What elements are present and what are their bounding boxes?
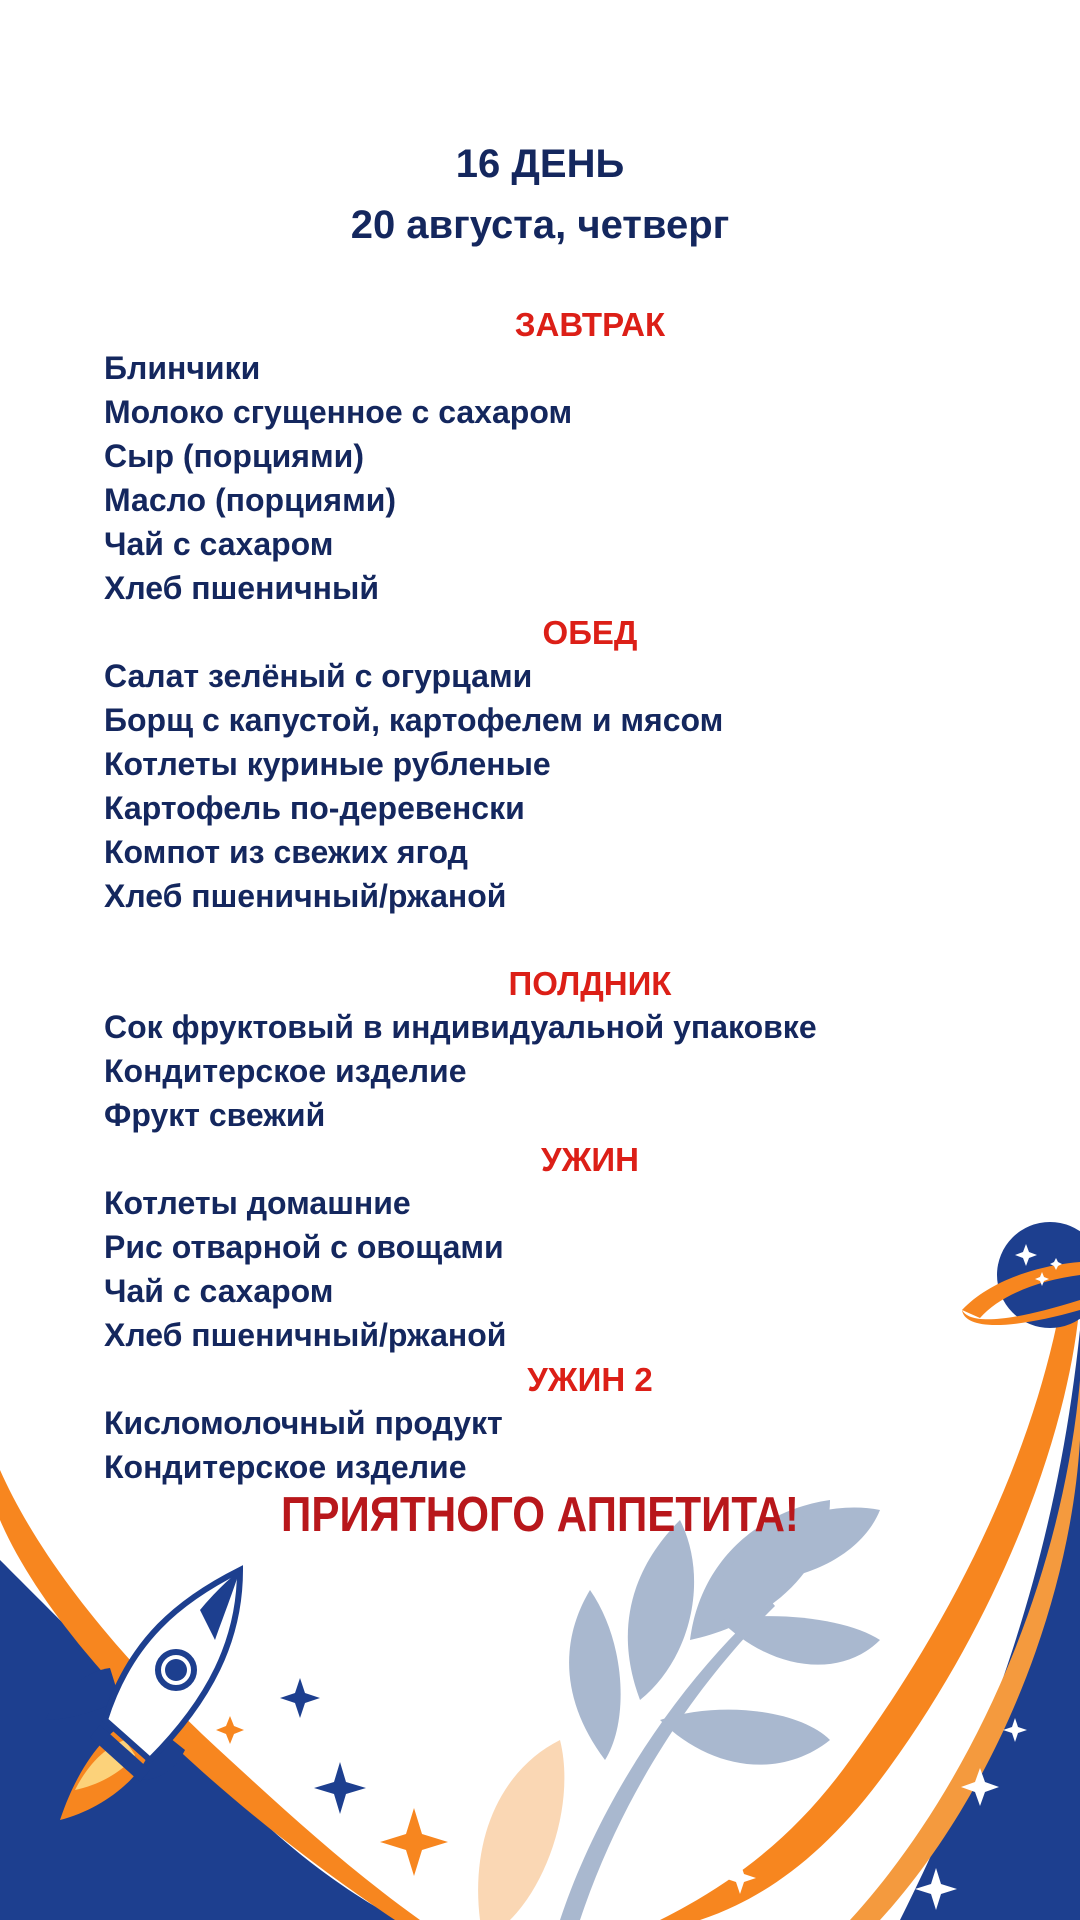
star-icon — [216, 1716, 244, 1744]
leaf-branch-icon — [560, 1500, 880, 1920]
section-title-dinner-2: УЖИН 2 — [527, 1361, 653, 1398]
menu-item: Чай с сахаром — [104, 526, 334, 562]
menu-item: Компот из свежих ягод — [104, 834, 468, 870]
menu-item: Блинчики — [104, 350, 261, 386]
planet-icon — [962, 1222, 1080, 1328]
leaf-peach — [478, 1740, 564, 1920]
menu-item: Салат зелёный с огурцами — [104, 658, 533, 694]
menu-item: Кондитерское изделие — [104, 1053, 467, 1089]
closing-message: ПРИЯТНОГО АППЕТИТА! — [281, 1488, 799, 1542]
menu-item: Борщ с капустой, картофелем и мясом — [104, 702, 724, 738]
menu-item: Кондитерское изделие — [104, 1449, 467, 1485]
menu-item: Рис отварной с овощами — [104, 1229, 504, 1265]
date-title: 20 августа, четверг — [350, 203, 730, 247]
section-title-dinner: УЖИН — [541, 1141, 639, 1178]
menu-item: Котлеты куриные рубленые — [104, 746, 551, 782]
menu-item: Хлеб пшеничный/ржаной — [104, 1317, 507, 1353]
menu-item: Котлеты домашние — [104, 1185, 411, 1221]
menu-item: Хлеб пшеничный — [104, 570, 379, 606]
star-icon — [280, 1678, 320, 1718]
day-title: 16 ДЕНЬ — [455, 142, 625, 186]
menu-item: Сок фруктовый в индивидуальной упаковке — [104, 1009, 817, 1045]
menu-item: Масло (порциями) — [104, 482, 397, 518]
menu-item: Чай с сахаром — [104, 1273, 334, 1309]
star-icon — [314, 1762, 366, 1814]
menu-item: Фрукт свежий — [104, 1097, 326, 1133]
section-title-breakfast: ЗАВТРАК — [514, 306, 666, 343]
menu-item: Картофель по-деревенски — [104, 790, 525, 826]
menu-item: Кисломолочный продукт — [104, 1405, 503, 1441]
section-title-snack: ПОЛДНИК — [508, 965, 672, 1002]
star-icon — [380, 1808, 448, 1876]
section-title-lunch: ОБЕД — [542, 614, 638, 651]
menu-item: Молоко сгущенное с сахаром — [104, 394, 573, 430]
menu-item: Хлеб пшеничный/ржаной — [104, 878, 507, 914]
menu-item: Сыр (порциями) — [104, 438, 364, 474]
